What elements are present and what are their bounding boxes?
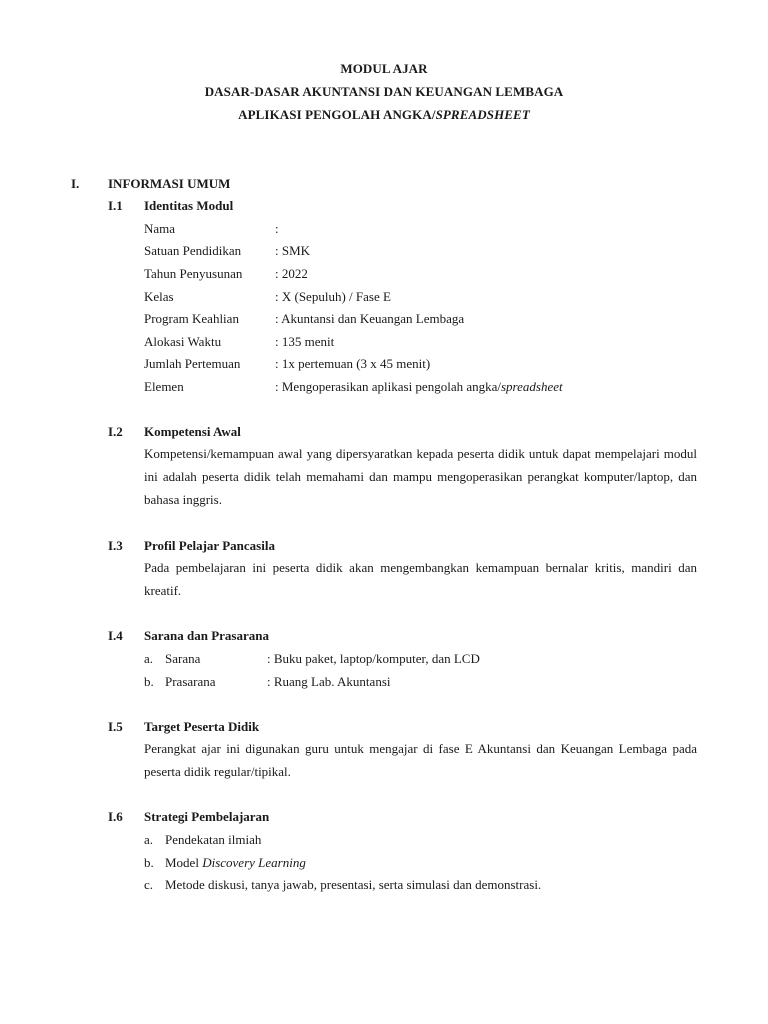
list-label: Prasarana (165, 674, 216, 689)
list-item-text: Metode diskusi, tanya jawab, presentasi, serta simulasi dan demonstrasi. (165, 877, 542, 892)
list-letter: a. (144, 651, 154, 666)
subsection-title: Strategi Pembelajaran (144, 809, 270, 824)
list-item (165, 877, 541, 893)
subsection-number: I.1 (108, 198, 123, 213)
subsection-number: I.2 (108, 424, 123, 439)
paragraph: Perangkat ajar ini digunakan guru untuk mengajar di fase E Akuntansi dan Keuangan Lembaga pada peserta didik regular/tipikal. (144, 741, 697, 779)
subsection-title: Target Peserta Didik (144, 719, 260, 734)
identity-label: Kelas (144, 289, 174, 304)
identity-label: Tahun Penyusunan (144, 266, 243, 281)
subsection-number: I.3 (108, 538, 123, 553)
identity-label: Nama (144, 221, 176, 236)
identity-label: Jumlah Pertemuan (144, 356, 241, 371)
list-label: Sarana (165, 651, 201, 666)
identity-label: Satuan Pendidikan (144, 243, 242, 258)
identity-value: : Akuntansi dan Keuangan Lembaga (275, 311, 465, 326)
list-value: : Buku paket, laptop/komputer, dan LCD (267, 651, 480, 666)
doc-subtitle: DASAR-DASAR AKUNTANSI DAN KEUANGAN LEMBAGA (204, 84, 564, 99)
list-item (165, 832, 261, 848)
identity-value (275, 379, 563, 395)
paragraph: Pada pembelajaran ini peserta didik akan mengembangkan kemampuan bernalar kritis, mandiri dan kreatif. (144, 560, 697, 598)
section-title: INFORMASI UMUM (108, 176, 231, 191)
identity-value: : X (Sepuluh) / Fase E (275, 289, 391, 304)
identity-value-main: : Mengoperasikan aplikasi pengolah angka/ (275, 379, 501, 394)
list-item (165, 855, 306, 871)
section-number: I. (71, 176, 80, 191)
subsection-title: Profil Pelajar Pancasila (144, 538, 275, 553)
list-value: : Ruang Lab. Akuntansi (267, 674, 391, 689)
identity-value: : 1x pertemuan (3 x 45 menit) (275, 356, 431, 371)
doc-title: MODUL AJAR (340, 61, 428, 76)
doc-topic (0, 107, 768, 123)
doc-topic-main: APLIKASI PENGOLAH ANGKA/ (238, 107, 436, 122)
identity-label: Elemen (144, 379, 184, 394)
doc-topic-italic: SPREADSHEET (435, 107, 530, 122)
identity-value: : 135 menit (275, 334, 335, 349)
list-item-text: Pendekatan ilmiah (165, 832, 262, 847)
identity-value: : SMK (275, 243, 311, 258)
identity-value: : 2022 (275, 266, 308, 281)
identity-label: Alokasi Waktu (144, 334, 222, 349)
subsection-title: Sarana dan Prasarana (144, 628, 269, 643)
list-letter: c. (144, 877, 154, 892)
list-letter: a. (144, 832, 154, 847)
subsection-number: I.5 (108, 719, 123, 734)
identity-value-italic: spreadsheet (501, 379, 563, 394)
subsection-title: Kompetensi Awal (144, 424, 241, 439)
list-letter: b. (144, 855, 154, 870)
identity-label: Program Keahlian (144, 311, 239, 326)
paragraph: Kompetensi/kemampuan awal yang dipersyaratkan kepada peserta didik untuk dapat mempelajari modul ini adalah peserta didik telah memahami dan mampu mengoperasikan perangkat komputer/laptop, dan bahasa inggris. (144, 446, 697, 507)
list-item-italic: Discovery Learning (202, 855, 306, 870)
identity-value: : (275, 221, 279, 236)
list-item-text: Model (165, 855, 203, 870)
subsection-number: I.4 (108, 628, 123, 643)
subsection-title: Identitas Modul (144, 198, 234, 213)
list-letter: b. (144, 674, 154, 689)
subsection-number: I.6 (108, 809, 123, 824)
